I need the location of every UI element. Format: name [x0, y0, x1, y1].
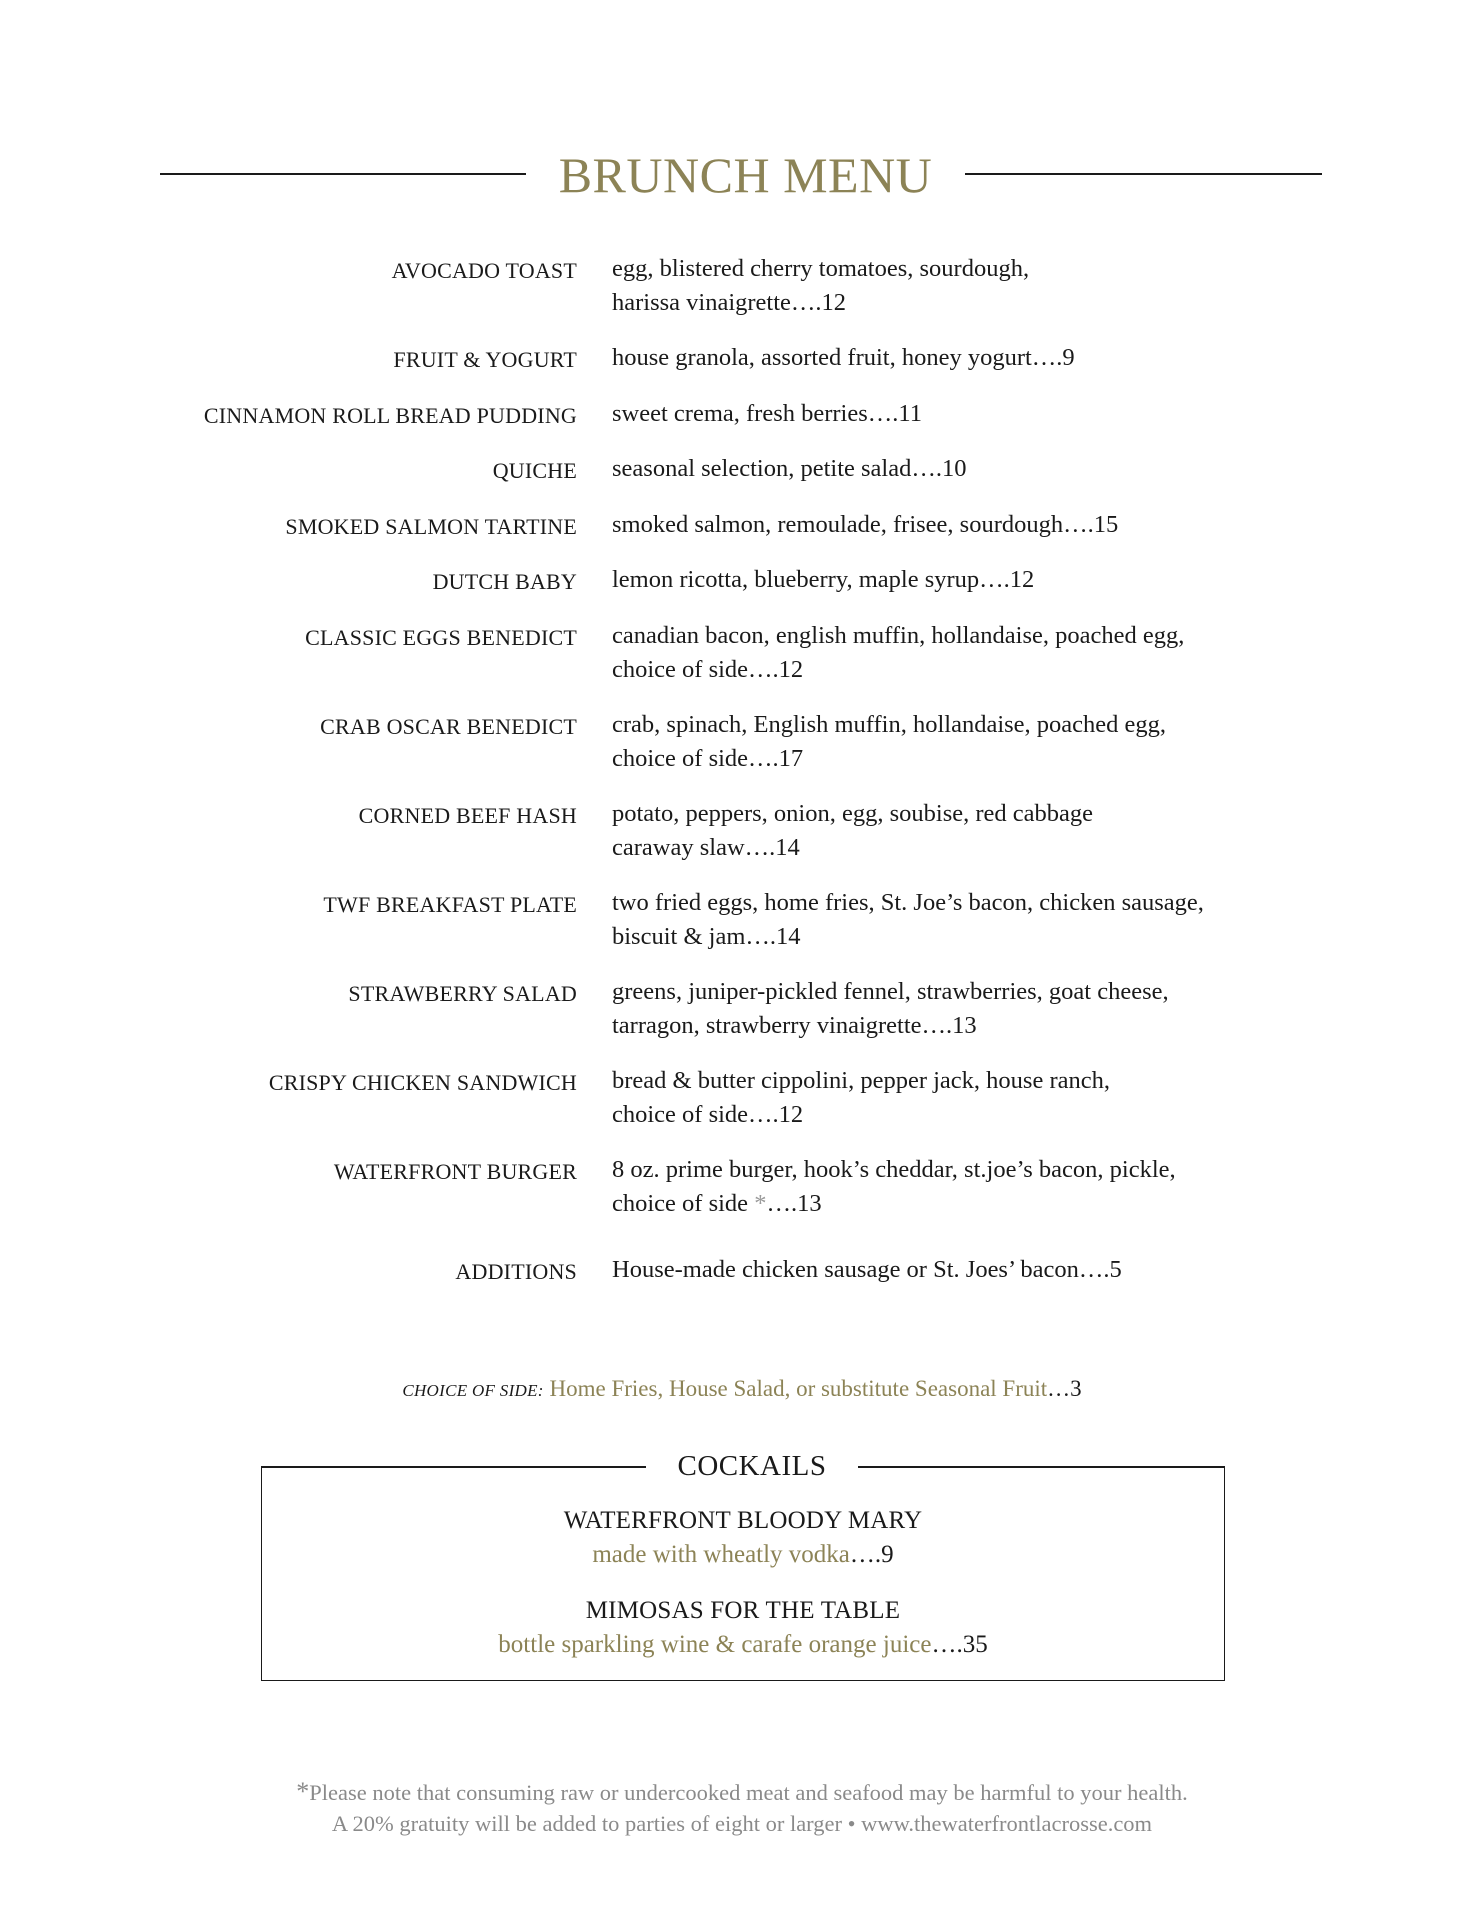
menu-item-description-line: greens, juniper-pickled fennel, strawberries, goat cheese,: [612, 978, 1169, 1005]
menu-item-name: CLASSIC EGGS BENEDICT: [305, 625, 577, 650]
menu-item-name: WATERFRONT BURGER: [333, 1159, 577, 1184]
menu-item-description: [612, 563, 1272, 597]
sides-price: …3: [1047, 1376, 1082, 1401]
menu-item-name: ADDITIONS: [455, 1259, 577, 1284]
menu-item-description: [612, 1064, 1272, 1132]
menu-item-description-line: choice of side….17: [612, 745, 804, 772]
asterisk-mark: *: [754, 1190, 767, 1217]
title-rule-right: [965, 173, 1322, 175]
menu-item-description: [612, 397, 1272, 431]
menu-item-description-line: choice of side….12: [612, 1101, 804, 1128]
menu-item-description-line: bread & butter cippolini, pepper jack, house ranch,: [612, 1067, 1110, 1094]
menu-item-description-line: canadian bacon, english muffin, hollandaise, poached egg,: [612, 622, 1185, 649]
title-row: [160, 140, 1322, 210]
menu-item-description-line: [612, 1187, 1272, 1221]
menu-item-description-line: lemon ricotta, blueberry, maple syrup….12: [612, 566, 1035, 593]
menu-item-description-line: egg, blistered cherry tomatoes, sourdough,: [612, 255, 1030, 282]
menu-item-description-line: House-made chicken sausage or St. Joes’ bacon….5: [612, 1256, 1122, 1283]
drink-price: ….9: [849, 1541, 894, 1568]
drink-description: [261, 1538, 1225, 1572]
menu-item-description-line: tarragon, strawberry vinaigrette….13: [612, 1012, 977, 1039]
menu-item-description-line: crab, spinach, English muffin, hollandaise, poached egg,: [612, 711, 1167, 738]
menu-item-description-line: sweet crema, fresh berries….11: [612, 400, 922, 427]
menu-item-name: DUTCH BABY: [432, 569, 577, 594]
menu-item-description: [612, 619, 1272, 687]
menu-item-name: CRISPY CHICKEN SANDWICH: [268, 1070, 577, 1095]
menu-item-description: [612, 1253, 1272, 1287]
footer-gratuity-note: A 20% gratuity will be added to parties of eight or larger • www.thewaterfrontlacrosse.com: [331, 1811, 1153, 1836]
menu-item-description-line: 8 oz. prime burger, hook’s cheddar, st.joe’s bacon, pickle,: [612, 1156, 1176, 1183]
menu-item-description-line: potato, peppers, onion, egg, soubise, red cabbage: [612, 800, 1094, 827]
menu-item-description: [612, 1153, 1272, 1221]
footer-asterisk: *: [296, 1777, 310, 1806]
drink-name: WATERFRONT BLOODY MARY: [563, 1507, 923, 1534]
sides-label: CHOICE OF SIDE:: [402, 1381, 544, 1400]
menu-item-description: [612, 975, 1272, 1043]
choice-of-side: [0, 1372, 1484, 1408]
menu-item-description: [612, 341, 1272, 375]
menu-item-name: SMOKED SALMON TARTINE: [285, 514, 577, 539]
page-title: BRUNCH MENU: [558, 147, 933, 203]
menu-item-description: [612, 508, 1272, 542]
menu-item-name: AVOCADO TOAST: [391, 258, 577, 283]
menu-item-description-line: harissa vinaigrette….12: [612, 289, 847, 316]
menu-item-name: CRAB OSCAR BENEDICT: [320, 714, 577, 739]
menu-item-description: [612, 797, 1272, 865]
menu-item-name: CORNED BEEF HASH: [358, 803, 577, 828]
title-rule-left: [160, 173, 526, 175]
menu-item-price: ….13: [766, 1190, 822, 1217]
menu-item-description-line: two fried eggs, home fries, St. Joe’s bacon, chicken sausage,: [612, 889, 1204, 916]
menu-item-description: [612, 886, 1272, 954]
drink-description: [261, 1628, 1225, 1662]
drink-item: [261, 1504, 1225, 1572]
drink-price: ….35: [931, 1631, 988, 1658]
menu-item-description-line: seasonal selection, petite salad….10: [612, 455, 967, 482]
menu-item-description-line: house granola, assorted fruit, honey yogurt….9: [612, 344, 1075, 371]
menu-item-name: QUICHE: [492, 458, 577, 483]
drink-description-text: bottle sparkling wine & carafe orange juice: [498, 1631, 932, 1658]
menu-item-name: STRAWBERRY SALAD: [348, 981, 577, 1006]
menu-item-description-line: choice of side….12: [612, 656, 804, 683]
drink-name: MIMOSAS FOR THE TABLE: [585, 1597, 901, 1624]
drink-description-text: made with wheatly vodka: [592, 1541, 850, 1568]
menu-item-description-line: smoked salmon, remoulade, frisee, sourdough….15: [612, 511, 1119, 538]
menu-item-description: [612, 708, 1272, 776]
menu-item-name: TWF BREAKFAST PLATE: [323, 892, 577, 917]
footer: [0, 1776, 1484, 1839]
cocktails-rule-left: [261, 1466, 646, 1468]
cocktails-rule-right: [858, 1466, 1225, 1468]
menu-item-description: [612, 252, 1272, 320]
footer-health-text: Please note that consuming raw or undercooked meat and seafood may be harmful to your health.: [309, 1780, 1188, 1805]
cocktails-title: COCKAILS: [677, 1450, 827, 1482]
footer-health-note: [0, 1776, 1484, 1808]
menu-item-name: CINNAMON ROLL BREAD PUDDING: [203, 403, 577, 428]
menu-item-description: [612, 452, 1272, 486]
sides-options: Home Fries, House Salad, or substitute Seasonal Fruit: [549, 1376, 1048, 1401]
menu-item-description-text: choice of side: [612, 1190, 755, 1217]
menu-item-description-line: biscuit & jam….14: [612, 923, 801, 950]
menu-item-description-line: caraway slaw….14: [612, 834, 800, 861]
menu-item-name: FRUIT & YOGURT: [393, 347, 577, 372]
drink-item: [261, 1594, 1225, 1662]
